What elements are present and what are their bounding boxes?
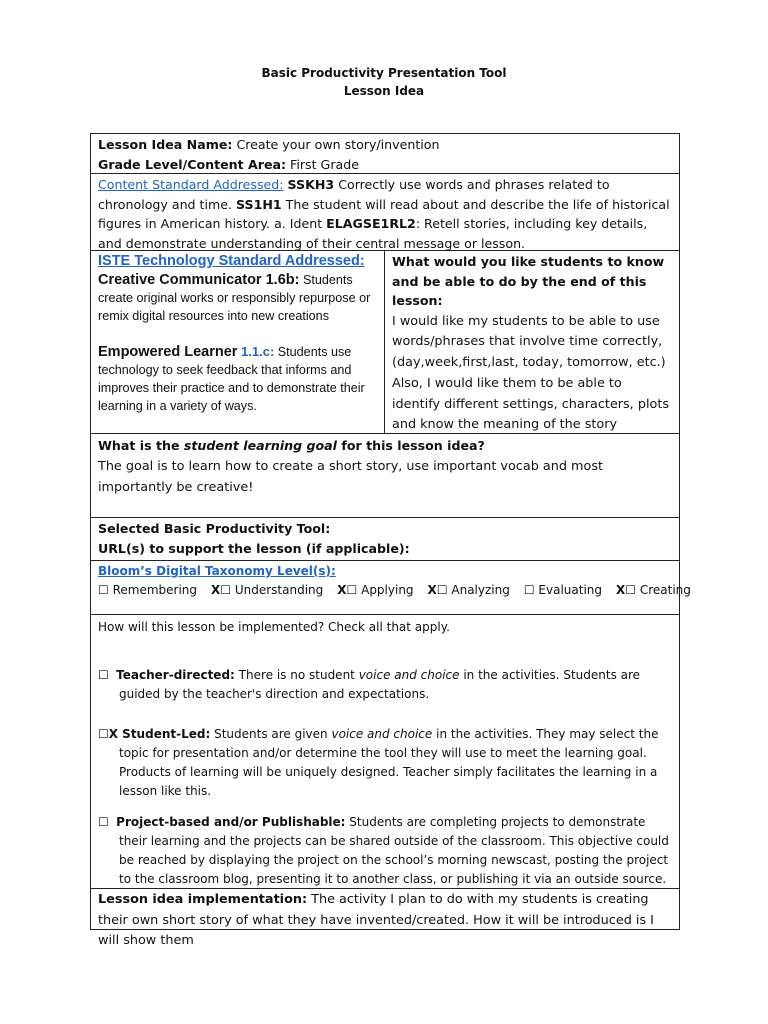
iste-row <box>91 251 679 434</box>
document-header <box>0 64 768 100</box>
learning-goal-row <box>91 434 679 518</box>
standard-text-3: : Retell stories, including key details, and demonstrate understanding of their central message or lesson. <box>98 216 648 251</box>
learning-goal-question <box>98 436 672 456</box>
content-standard-row <box>91 174 679 251</box>
teacher-directed-text-b: in the activities. Students are guided by the teacher's direction and expectations. <box>119 668 641 701</box>
standard-code-sskh3: SSKH3 <box>287 177 335 192</box>
standard-2-name: Empowered Learner <box>98 344 238 360</box>
lesson-name-label: Lesson Idea Name: <box>98 137 233 152</box>
project-based-label: Project-based and/or Publishable: <box>112 815 346 829</box>
tool-label: Selected Basic Productivity Tool: <box>98 521 331 536</box>
goal-question-pre: What is the <box>98 438 184 453</box>
standard-code-elagse1rl2: ELAGSE1RL2 <box>326 216 416 231</box>
iste-standard-2 <box>98 343 377 415</box>
lesson-name-value: Create your own story/invention <box>232 137 440 152</box>
taxonomy-level-label: ☐ Creating <box>625 583 691 597</box>
student-led-text-a: Students are given <box>210 727 332 741</box>
lesson-implementation-text: The activity I plan to do with my students is creating their own short story of what they have invented/created. How it will be introduced is I will show them <box>98 892 654 948</box>
grade-level-label: Grade Level/Content Area: <box>98 156 287 172</box>
taxonomy-level-label: ☐ Remembering <box>98 583 198 597</box>
learning-goal-answer: The goal is to learn how to create a short story, use important vocab and most importantly be creative! <box>98 458 604 495</box>
taxonomy-level-label: ☐ Understanding <box>220 583 324 597</box>
lesson-implementation-label: Lesson idea implementation: <box>98 892 308 907</box>
taxonomy-level-mark: X <box>616 583 626 597</box>
standard-text-1: Correctly use words and phrases related to chronology and time. <box>98 177 610 212</box>
lesson-implementation-row <box>91 889 679 948</box>
teacher-directed-label: Teacher-directed: <box>112 668 235 682</box>
student-led-text-b: in the activities. They may select the topic for presentation and/or determine the tool they will use to meet the learning goal. Products of learning will be uniquely designed. Teacher simply facilitates the learning in a lesson like this. <box>119 727 659 798</box>
teacher-directed-checkbox[interactable]: ☐ <box>98 668 109 682</box>
option-project-based <box>98 813 672 889</box>
student-led-em: voice and choice <box>331 727 433 741</box>
taxonomy-level-label: ☐ Analyzing <box>436 583 510 597</box>
goal-question-em: student learning goal <box>183 438 337 453</box>
implementation-question: How will this lesson be implemented? Check all that apply. <box>98 620 450 634</box>
iste-standard-1 <box>98 271 377 325</box>
standard-1-name: Creative Communicator 1.6b: <box>98 272 300 288</box>
goal-question-post: for this lesson idea? <box>336 438 485 453</box>
taxonomy-level-mark: X <box>211 583 221 597</box>
lesson-plan-table <box>90 133 691 948</box>
option-student-led <box>98 725 672 801</box>
standard-code-ss1h1: SS1H1 <box>236 196 282 212</box>
taxonomy-levels <box>98 580 691 600</box>
student-led-label: Student-Led: <box>118 727 211 741</box>
option-teacher-directed <box>98 666 672 704</box>
taxonomy-row <box>91 561 691 615</box>
document-subtitle: Lesson Idea <box>343 84 425 98</box>
standard-text-2: The student will read about and describe the life of historical figures in American history. a. Ident <box>98 196 670 231</box>
taxonomy-level-item[interactable] <box>98 583 197 597</box>
implementation-row <box>91 615 679 889</box>
know-do-cell <box>385 251 679 433</box>
grade-level-value: First Grade <box>286 156 359 172</box>
iste-heading-link[interactable]: ISTE Technology Standard Addressed: <box>98 253 365 269</box>
document-title: Basic Productivity Presentation Tool <box>261 66 507 80</box>
taxonomy-level-item[interactable] <box>337 583 413 597</box>
taxonomy-level-mark: X <box>427 583 437 597</box>
student-led-checkbox[interactable]: ☐X <box>98 727 119 741</box>
url-label: URL(s) to support the lesson (if applicable): <box>98 540 410 556</box>
project-based-text: Students are completing projects to demonstrate their learning and the projects can be shared outside of the classroom. This objective could be reached by displaying the project on the school’s morning newscast, posting the project to the classroom blog, presenting it to another class, or publishing it via an outside source. <box>119 815 669 886</box>
teacher-directed-text-a: There is no student <box>234 668 359 682</box>
project-based-checkbox[interactable]: ☐ <box>98 815 109 829</box>
iste-standards-cell <box>91 251 385 433</box>
standard-1-text: Students create original works or responsibly repurpose or remix digital resources into new creations <box>98 273 371 323</box>
grade-level-line <box>98 155 672 175</box>
taxonomy-level-item[interactable] <box>428 583 510 597</box>
content-standard-link[interactable]: Content Standard Addressed: <box>98 177 284 192</box>
standard-2-number: 1.1.c: <box>237 344 275 359</box>
taxonomy-level-mark: X <box>337 583 347 597</box>
taxonomy-level-label: ☐ Evaluating <box>523 583 603 597</box>
know-do-question: What would you like students to know and be able to do by the end of this lesson: <box>392 254 665 308</box>
taxonomy-level-label: ☐ Applying <box>346 583 414 597</box>
taxonomy-level-item[interactable] <box>616 583 691 597</box>
taxonomy-level-item[interactable] <box>524 583 602 597</box>
know-do-answer: I would like my students to be able to use words/phrases that involve time correctly, (day,week,first,last, today, tomorrow, etc.) Also, I would like them to be able to identify different settings, characters, plots and know the meaning of the story <box>392 313 670 433</box>
standard-2-text: Students use technology to seek feedback that informs and improves their practice and to demonstrate their learning in a variety of ways. <box>98 345 365 413</box>
taxonomy-heading-link[interactable]: Bloom’s Digital Taxonomy Level(s): <box>98 564 336 578</box>
lesson-info-row <box>91 134 679 174</box>
teacher-directed-em: voice and choice <box>358 668 460 682</box>
tool-row <box>91 518 679 561</box>
taxonomy-level-item[interactable] <box>211 583 323 597</box>
lesson-name-line <box>98 135 672 155</box>
